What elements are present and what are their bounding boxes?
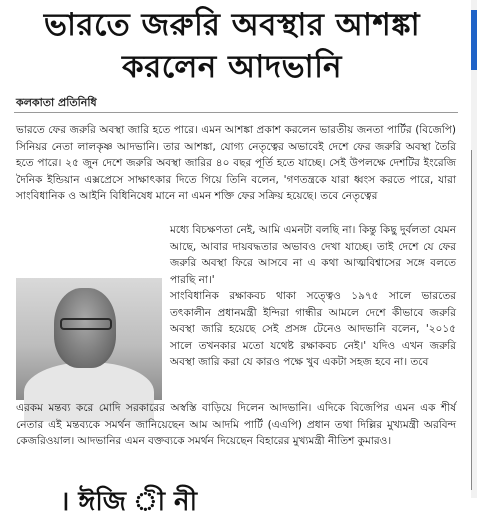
headline-line-2: করলেন আদভানি	[122, 49, 342, 85]
portrait-photo	[16, 278, 162, 400]
divider-rule	[14, 112, 458, 113]
next-headline-fragment: । ঈজি ী নী	[60, 487, 198, 517]
adjacent-frame	[471, 150, 477, 490]
adjacent-column-edge	[471, 0, 477, 498]
article-body	[16, 122, 456, 205]
paragraph-3: সাংবিধানিক রক্ষাকবচ থাকা সত্ত্বেও ১৯৭৫ সালে ভারতের তৎকালীন প্রধানমন্ত্রী ইন্দিরা গান্ধীর আমলে দেশে কীভাবে জরুরি অবস্থা জারি হয়েছে সেই প্রসঙ্গ টেনেও আদভানি বলেন, '২০১৫ সালে তখনকার মতো যথেষ্ট রক্ষাকবচ নেই।' যদিও এখন জরুরি অবস্থা জারি করা যে কারও পক্ষে খুব একটা সহজ হবে না। তবে	[170, 290, 456, 369]
headline-line-1: ভারতে জরুরি অবস্থার আশঙ্কা	[43, 7, 421, 43]
paragraph-1: ভারতে ফের জরুরি অবস্থা জারি হতে পারে। এমন আশঙ্কা প্রকাশ করলেন ভারতীয় জনতা পার্টির (বিজেপি) সিনিয়র নেতা লালকৃষ্ণ আদভানি। তার আশঙ্কা, যোগ্য নেতৃত্বের অভাবেই দেশে ফের জরুরি অবস্থা তৈরি হতে পারে। ২৫ জুন দেশে জরুরি অবস্থা জারির ৪০ বছর পূর্তি হতে যাচ্ছে। সেই উপলক্ষে দেশটির ইংরেজি দৈনিক ইন্ডিয়ান এক্সপ্রেসে সাক্ষাৎকার দিতে গিয়ে তিনি বলেন, 'গণতন্ত্রকে যারা ধ্বংস করতে পারে, যারা সাংবিধানিক ও আইনি বিধিনিষেধ মানে না এমন শক্তি ফের সক্রিয় হয়েছে। তবে নেতৃত্বের	[16, 124, 456, 203]
paragraph-2: মধ্যে বিচক্ষণতা নেই, আমি এমনটা বলছি না। কিন্তু কিছু দুর্বলতা যেমন আছে, আবার দায়বদ্ধতার অভাবও দেখা যাচ্ছে। তাই দেশে যে ফের জরুরি অবস্থা ফিরে আসবে না এ কথা আত্মবিশ্বাসের সঙ্গে বলতে পারছি না।'	[170, 224, 456, 286]
photo-glasses	[60, 318, 112, 330]
paragraph-4: এরকম মন্তব্য করে মোদি সরকারের অস্বস্তি বাড়িয়ে দিলেন আদভানি। এদিকে বিজেপির এমন এক শীর্ষ নেতার এই মন্তব্যকে সমর্থন জানিয়েছেন আম আদমি পার্টি (এএপি) প্রধান তথা দিল্লির মুখ্যমন্ত্রী অরবিন্দ কেজরিওয়াল। আদভানির এমন বক্তব্যকে সমর্থন দিয়েছেন বিহারের মুখ্যমন্ত্রী নীতিশ কুমারও।	[16, 402, 456, 448]
adjacent-blue-block	[471, 10, 477, 70]
byline: কলকাতা প্রতিনিধি	[16, 96, 97, 109]
article-headline	[0, 4, 464, 88]
